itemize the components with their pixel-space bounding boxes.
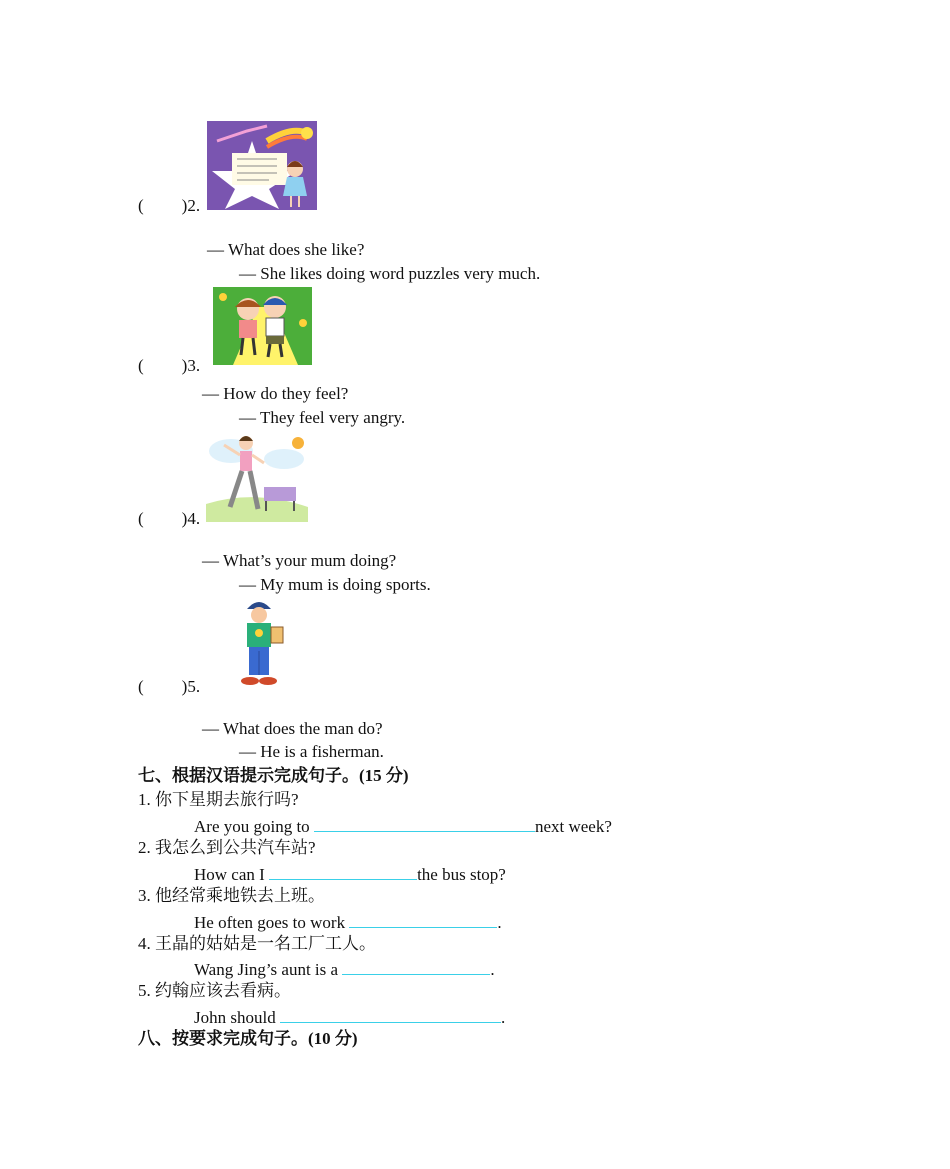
question-line: — How do they feel? bbox=[202, 384, 349, 403]
fill-blank[interactable] bbox=[342, 958, 490, 975]
question-number: 5. bbox=[187, 677, 201, 696]
answer-line: — She likes doing word puzzles very much. bbox=[239, 264, 541, 283]
answer-paren: ( )3. bbox=[138, 356, 201, 375]
question-number: 3. bbox=[187, 356, 201, 375]
chinese-prompt: 5. 约翰应该去看病。 bbox=[138, 981, 291, 1000]
fill-sentence: How can I the bus stop? bbox=[194, 865, 506, 884]
answer-paren: ( )2. bbox=[138, 196, 201, 215]
woman-walking-picture bbox=[206, 429, 308, 522]
answer-line: — They feel very angry. bbox=[239, 408, 406, 427]
answer-line: — He is a fisherman. bbox=[239, 742, 384, 761]
fill-blank[interactable] bbox=[349, 911, 497, 928]
question-line: — What does the man do? bbox=[202, 719, 383, 738]
section-heading: 七、根据汉语提示完成句子。(15 分) bbox=[138, 766, 409, 785]
chinese-prompt: 3. 他经常乘地铁去上班。 bbox=[138, 886, 325, 905]
fill-blank[interactable] bbox=[269, 863, 417, 880]
fill-sentence: Are you going to next week? bbox=[194, 817, 612, 836]
girl-word-puzzle-picture bbox=[207, 121, 317, 210]
answer-line: — My mum is doing sports. bbox=[239, 575, 431, 594]
question-line: — What does she like? bbox=[207, 240, 365, 259]
chinese-prompt: 2. 我怎么到公共汽车站? bbox=[138, 838, 316, 857]
question-number: 2. bbox=[187, 196, 201, 215]
section-heading: 八、按要求完成句子。(10 分) bbox=[138, 1029, 358, 1048]
fill-sentence: Wang Jing’s aunt is a . bbox=[194, 960, 495, 979]
fill-blank[interactable] bbox=[314, 815, 535, 832]
question-line: — What’s your mum doing? bbox=[202, 551, 397, 570]
fill-sentence: John should . bbox=[194, 1008, 506, 1027]
man-with-clipboard-picture bbox=[235, 597, 287, 689]
answer-paren: ( )4. bbox=[138, 509, 201, 528]
chinese-prompt: 4. 王晶的姑姑是一名工厂工人。 bbox=[138, 934, 376, 953]
fill-sentence: He often goes to work . bbox=[194, 913, 502, 932]
question-number: 4. bbox=[187, 509, 201, 528]
fill-blank[interactable] bbox=[280, 1006, 501, 1023]
answer-paren: ( )5. bbox=[138, 677, 201, 696]
chinese-prompt: 1. 你下星期去旅行吗? bbox=[138, 790, 299, 809]
happy-children-picture bbox=[213, 287, 312, 365]
